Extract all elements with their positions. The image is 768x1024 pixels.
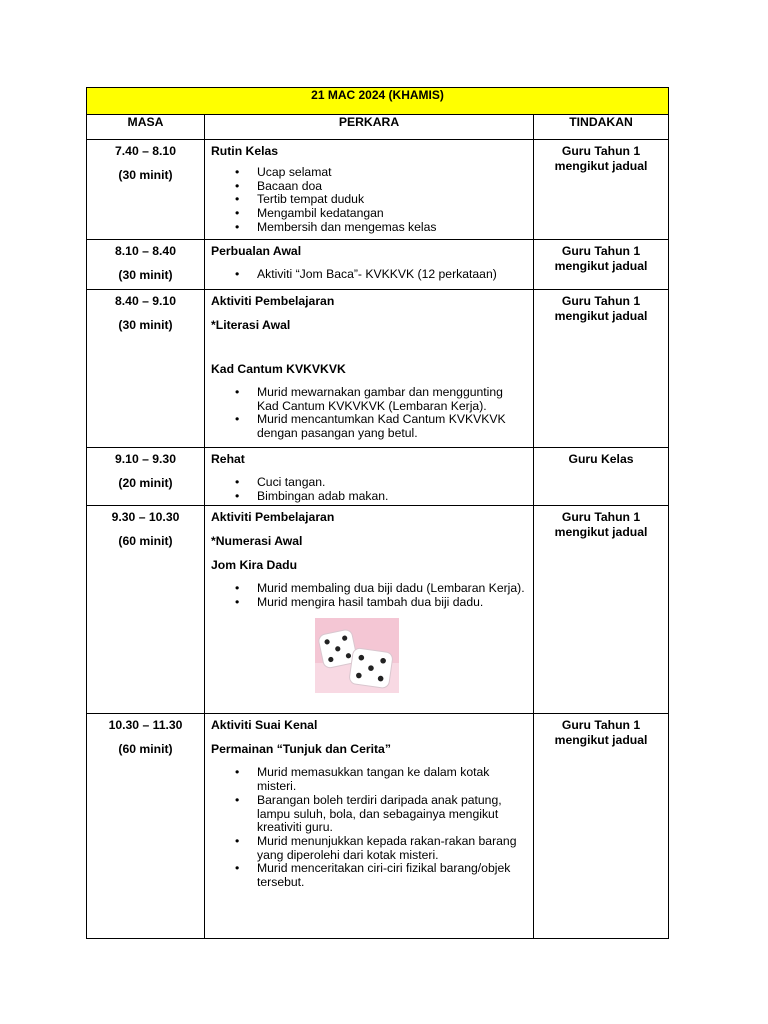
table-row [87,506,669,714]
list-item: • Murid memasukkan tangan ke dalam kotak misteri. [257,766,527,793]
header-tindakan: TINDAKAN [534,115,669,140]
bullet-list [211,582,527,609]
duration: (60 minit) [118,534,173,549]
time-cell [87,140,205,240]
activity-title: Kad Cantum KVKVKVK [211,362,346,376]
time-cell [87,448,205,506]
time-range: 9.10 – 9.30 [115,452,176,466]
bullet-list [211,166,527,235]
bullet-list [211,386,527,441]
list-item: • Murid menceritakan ciri-ciri fizikal barang/objek tersebut. [257,862,527,889]
list-item: • Ucap selamat [257,166,527,180]
activity-cell [205,240,534,290]
time-cell [87,506,205,714]
date-title: 21 MAC 2024 (KHAMIS) [87,88,669,115]
duration: (20 minit) [118,476,173,490]
activity-heading: Aktiviti Pembelajaran [211,510,335,525]
table-row [87,448,669,506]
list-item: • Murid menunjukkan kepada rakan-rakan barang yang diperolehi dari kotak misteri. [257,835,527,862]
duration: (30 minit) [118,318,173,332]
activity-heading: Rehat [211,452,245,466]
activity-cell [205,140,534,240]
list-item: • Cuci tangan. [257,476,527,490]
header-perkara: PERKARA [205,115,534,140]
activity-heading: Aktiviti Pembelajaran [211,294,335,308]
activity-subheading: *Numerasi Awal [211,534,303,549]
list-item: • Tertib tempat duduk [257,193,527,207]
dice-image [315,618,399,693]
duration: (30 minit) [118,168,173,182]
header-masa: MASA [87,115,205,140]
activity-subheading: Permainan “Tunjuk dan Cerita” [211,742,391,757]
action-cell: Guru Tahun 1 mengikut jadual [534,140,669,240]
table-row [87,290,669,448]
activity-heading: Aktiviti Suai Kenal [211,718,318,733]
activity-cell [205,290,534,448]
time-cell [87,290,205,448]
list-item: • Bimbingan adab makan. [257,490,527,504]
duration: (30 minit) [118,268,173,282]
list-item: • Bacaan doa [257,180,527,194]
list-item: • Membersih dan mengemas kelas [257,221,527,235]
duration: (60 minit) [118,742,173,757]
list-item: • Murid mencantumkan Kad Cantum KVKVKVK dengan pasangan yang betul. [257,413,527,440]
time-cell [87,714,205,939]
list-item: • Mengambil kedatangan [257,207,527,221]
time-range: 8.40 – 9.10 [115,294,176,308]
activity-title: Jom Kira Dadu [211,558,298,573]
time-cell [87,240,205,290]
activity-subheading: *Literasi Awal [211,318,291,332]
activity-cell [205,506,534,714]
schedule-table [86,87,669,939]
time-range: 10.30 – 11.30 [108,718,183,733]
action-cell: Guru Tahun 1 mengikut jadual [534,506,669,714]
header-row [87,115,669,140]
table-row [87,714,669,939]
table-row [87,240,669,290]
bullet-list [211,476,527,503]
activity-cell [205,448,534,506]
activity-heading: Rutin Kelas [211,144,279,158]
activity-cell [205,714,534,939]
action-cell: Guru Tahun 1 mengikut jadual [534,714,669,939]
table-row [87,140,669,240]
list-item: • Murid mengira hasil tambah dua biji dadu. [257,596,527,610]
bullet-list [211,268,527,282]
list-item: • Barangan boleh terdiri daripada anak patung, lampu suluh, bola, dan sebagainya mengikut kreativiti guru. [257,794,527,835]
action-cell: Guru Kelas [534,448,669,506]
title-row [87,88,669,115]
activity-heading: Perbualan Awal [211,244,302,258]
bullet-list [211,766,527,889]
action-cell: Guru Tahun 1 mengikut jadual [534,240,669,290]
time-range: 8.10 – 8.40 [115,244,176,258]
list-item: • Murid membaling dua biji dadu (Lembaran Kerja). [257,582,527,596]
list-item: • Murid mewarnakan gambar dan menggunting Kad Cantum KVKVKVK (Lembaran Kerja). [257,386,527,413]
time-range: 7.40 – 8.10 [115,144,176,158]
time-range: 9.30 – 10.30 [111,510,180,525]
list-item: • Aktiviti “Jom Baca”- KVKKVK (12 perkataan) [257,268,527,282]
action-cell: Guru Tahun 1 mengikut jadual [534,290,669,448]
